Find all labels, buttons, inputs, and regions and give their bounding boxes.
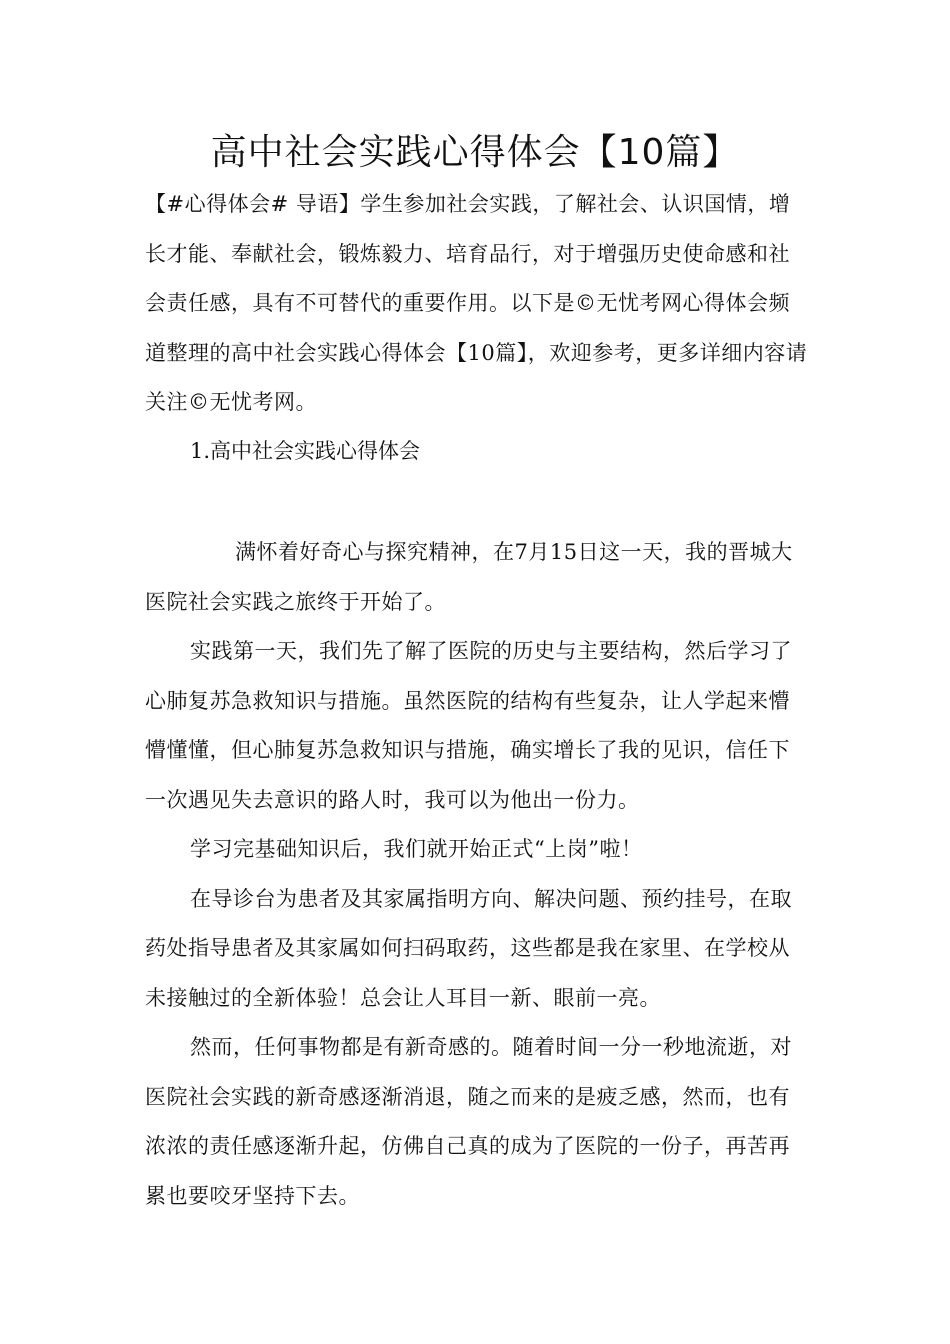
body-paragraph: 满怀着好奇心与探究精神，在7月15日这一天，我的晋城大医院社会实践之旅终于开始了。	[145, 540, 793, 614]
section-heading: 1.高中社会实践心得体会	[190, 439, 421, 463]
section-body	[145, 528, 810, 1221]
body-paragraph: 然而，任何事物都是有新奇感的。随着时间一分一秒地流逝，对医院社会实践的新奇感逐渐消退，随之而来的是疲乏感，然而，也有浓浓的责任感逐渐升起，仿佛自己真的成为了医院的一份子，再苦再累也要咬牙坚持下去。	[145, 1035, 792, 1208]
document-title: 高中社会实践心得体会【10篇】	[210, 132, 740, 173]
body-paragraph: 实践第一天，我们先了解了医院的历史与主要结构，然后学习了心肺复苏急救知识与措施。虽然医院的结构有些复杂，让人学起来懵懵懂懂，但心肺复苏急救知识与措施，确实增长了我的见识，信任下一次遇见失去意识的路人时，我可以为他出一份力。	[145, 639, 792, 812]
body-paragraph: 在导诊台为患者及其家属指明方向、解决问题、预约挂号，在取药处指导患者及其家属如何扫码取药，这些都是我在家里、在学校从未接触过的全新体验！总会让人耳目一新、眼前一亮。	[145, 886, 792, 1010]
body-paragraph: 学习完基础知识后，我们就开始正式“上岗”啦！	[190, 837, 643, 861]
intro-paragraph: 【#心得体会# 导语】学生参加社会实践，了解社会、认识国情，增长才能、奉献社会，锻炼毅力、培育品行，对于增强历史使命感和社会责任感，具有不可替代的重要作用。以下是©无忧考网心得体会频道整理的高中社会实践心得体会【10篇】，欢迎参考，更多详细内容请关注©无忧考网。	[145, 192, 808, 414]
